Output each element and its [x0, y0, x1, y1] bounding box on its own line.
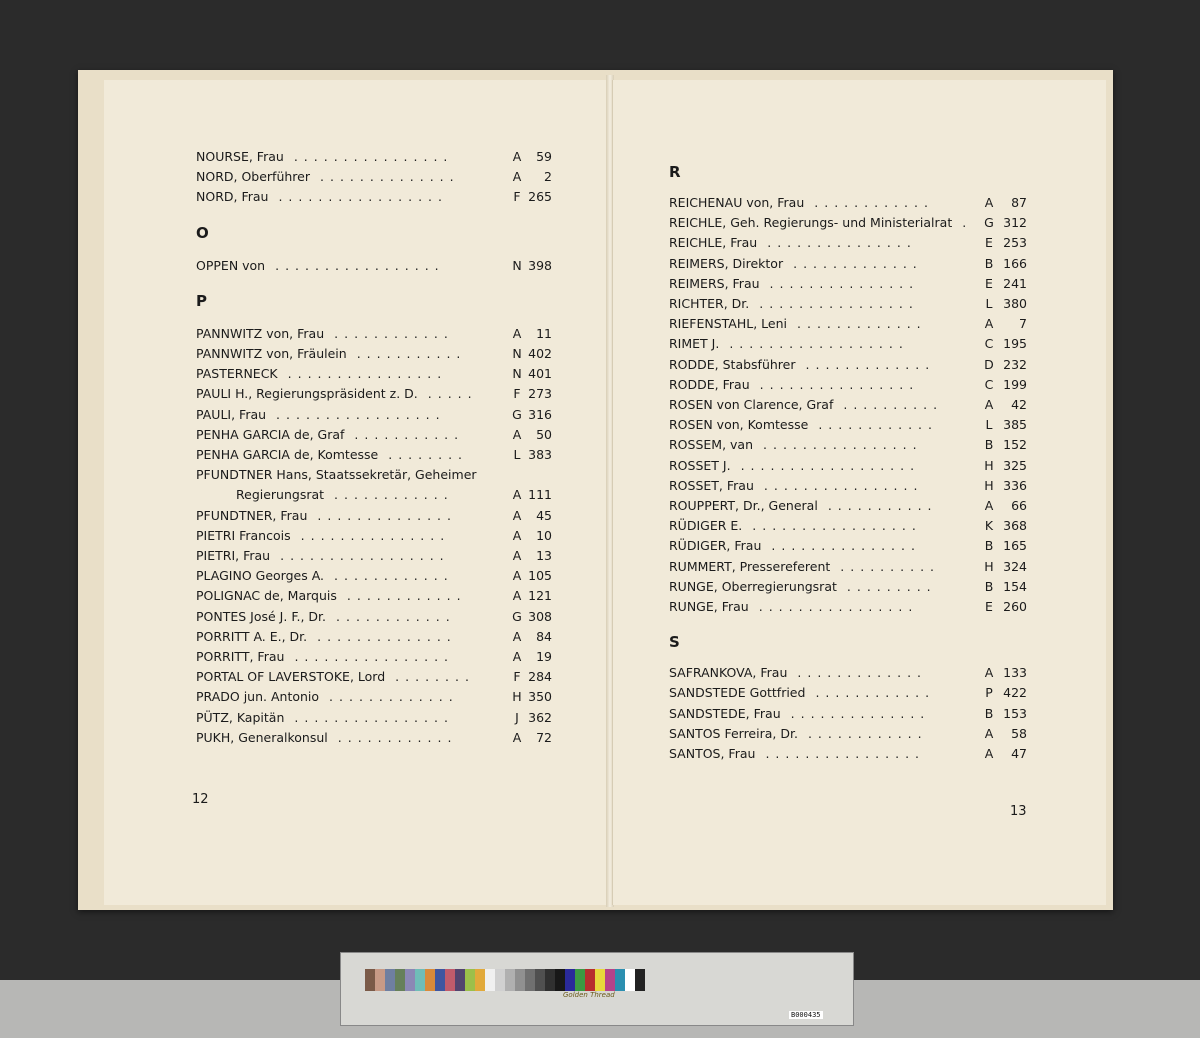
index-entry: [196, 506, 552, 526]
index-entry: [669, 233, 1027, 253]
entry-seat-number: 165: [1003, 538, 1027, 554]
entry-seat-number: 308: [528, 608, 552, 624]
entry-seat-number: 422: [1003, 685, 1027, 701]
entry-table-letter: B: [984, 705, 994, 721]
color-swatch: [585, 969, 595, 991]
dot-leader: ...........: [354, 426, 465, 442]
dot-leader: ...............: [769, 275, 920, 291]
color-swatch: [515, 969, 525, 991]
dot-leader: ............: [815, 685, 936, 701]
left-index-list: [104, 80, 609, 905]
entry-seat-number: 380: [1003, 296, 1027, 311]
entry-table-letter: K: [984, 518, 994, 534]
dot-leader: .............: [805, 356, 936, 372]
entry-seat-number: 13: [536, 548, 552, 563]
entry-name: PUKH, Generalkonsul: [196, 729, 328, 745]
index-entry: [669, 294, 1027, 314]
entry-table-letter: B: [984, 437, 994, 453]
dot-leader: ............: [334, 325, 454, 341]
entry-table-letter: A: [984, 316, 994, 332]
index-entry: [669, 355, 1027, 375]
entry-seat-number: 121: [528, 588, 552, 604]
entry-seat-number: 72: [536, 729, 552, 745]
entry-name: PENHA GARCIA de, Komtesse: [196, 447, 379, 462]
dot-leader: ................: [758, 599, 919, 614]
dot-leader: ...............: [300, 527, 451, 543]
entry-table-letter: B: [984, 255, 994, 271]
entry-name: Regierungsrat: [236, 487, 325, 503]
entry-seat-number: 368: [1003, 518, 1027, 534]
color-swatch: [575, 969, 585, 991]
dot-leader: ................: [763, 437, 923, 453]
index-entry: [196, 324, 552, 344]
entry-name: PAULI, Frau: [196, 406, 267, 422]
entry-table-letter: F: [513, 386, 521, 402]
index-entry: [669, 314, 1027, 334]
entry-table-letter: H: [984, 477, 994, 493]
index-entry: [196, 445, 552, 465]
color-swatch: [505, 969, 515, 991]
entry-name: RODDE, Stabsführer: [669, 356, 796, 372]
entry-name: PFUNDTNER, Frau: [196, 507, 308, 523]
entry-table-letter: E: [985, 275, 993, 291]
entry-name: PORRITT, Frau: [196, 649, 285, 664]
dot-leader: ..........: [840, 558, 941, 574]
entry-seat-number: 398: [528, 257, 552, 273]
dot-leader: ........: [395, 669, 475, 685]
entry-name: ROSEN von Clarence, Graf: [669, 397, 834, 412]
color-swatch: [375, 969, 385, 991]
entry-table-letter: A: [512, 568, 522, 584]
entry-table-letter: A: [512, 527, 522, 543]
color-swatch: [615, 969, 625, 991]
color-swatch: [525, 969, 535, 991]
entry-table-letter: G: [984, 215, 994, 231]
index-entry: [196, 405, 552, 425]
dot-leader: .............: [797, 316, 927, 332]
entry-seat-number: 284: [528, 669, 552, 685]
index-entry: [669, 435, 1027, 455]
entry-table-letter: L: [985, 296, 993, 311]
entry-name: SANDSTEDE Gottfried: [669, 685, 806, 701]
entry-table-letter: C: [984, 376, 994, 392]
entry-name: NOURSE, Frau: [196, 149, 284, 164]
entry-seat-number: 260: [1003, 599, 1027, 614]
color-swatch: [435, 969, 445, 991]
entry-table-letter: P: [985, 685, 993, 701]
dot-leader: ................: [294, 709, 454, 725]
dot-leader: ................: [293, 149, 454, 164]
dot-leader: ................: [759, 376, 920, 392]
entry-table-letter: F: [513, 189, 521, 205]
entry-name: SANTOS Ferreira, Dr.: [669, 725, 798, 741]
entry-name: PÜTZ, Kapitän: [196, 709, 285, 725]
dot-leader: ..................: [729, 336, 909, 352]
index-entry: [196, 425, 552, 445]
entry-table-letter: A: [512, 588, 522, 604]
color-swatch: [485, 969, 495, 991]
entry-table-letter: H: [984, 457, 994, 473]
entry-name: REIMERS, Frau: [669, 275, 760, 291]
entry-seat-number: 336: [1003, 477, 1027, 493]
entry-seat-number: 316: [528, 406, 552, 422]
entry-name: SANDSTEDE, Frau: [669, 705, 781, 721]
entry-seat-number: 58: [1011, 725, 1027, 741]
card-label: Golden Thread: [563, 991, 615, 999]
dot-leader: .....: [427, 386, 478, 402]
entry-table-letter: J: [515, 709, 519, 725]
color-swatch: [455, 969, 465, 991]
dot-leader: ..............: [317, 628, 457, 644]
entry-seat-number: 105: [528, 568, 552, 584]
dot-leader: .................: [275, 257, 445, 273]
color-swatch: [405, 969, 415, 991]
color-swatch: [605, 969, 615, 991]
index-entry: [669, 577, 1027, 597]
entry-seat-number: 265: [528, 189, 552, 205]
dot-leader: ..........: [843, 397, 944, 412]
section-heading: O: [196, 223, 209, 242]
entry-table-letter: B: [984, 538, 994, 554]
entry-name: SAFRANKOVA, Frau: [669, 665, 788, 681]
entry-seat-number: 66: [1011, 498, 1027, 513]
entry-name: PIETRI, Frau: [196, 548, 271, 563]
entry-seat-number: 7: [1019, 316, 1027, 332]
entry-name: RICHTER, Dr.: [669, 296, 750, 311]
entry-name: PONTES José J. F., Dr.: [196, 608, 327, 624]
card-serial: B000435: [791, 1011, 821, 1019]
entry-table-letter: N: [512, 346, 522, 361]
entry-table-letter: A: [512, 548, 522, 563]
index-entry: [669, 516, 1027, 536]
entry-seat-number: 19: [536, 649, 552, 664]
dot-leader: ............: [334, 568, 454, 584]
entry-seat-number: 166: [1003, 255, 1027, 271]
entry-table-letter: C: [984, 336, 994, 352]
index-entry: [196, 546, 552, 566]
entry-name: ROSSEM, van: [669, 437, 754, 453]
entry-table-letter: G: [512, 608, 522, 624]
entry-table-letter: F: [513, 669, 521, 685]
entry-table-letter: A: [984, 725, 994, 741]
entry-seat-number: 87: [1011, 195, 1027, 210]
entry-name: PIETRI Francois: [196, 527, 291, 543]
color-swatch: [465, 969, 475, 991]
index-entry: [669, 557, 1027, 577]
dot-leader: ..................: [740, 457, 921, 473]
dot-leader: ...............: [767, 235, 917, 251]
right-page: [612, 80, 1106, 905]
dot-leader: ............: [337, 729, 458, 745]
color-swatch: [445, 969, 455, 991]
section-heading: P: [196, 291, 207, 310]
entry-seat-number: 385: [1003, 417, 1027, 433]
dot-leader: .................: [280, 548, 450, 563]
dot-leader: ................: [763, 477, 924, 493]
entry-table-letter: E: [985, 599, 993, 614]
color-swatch: [545, 969, 555, 991]
color-swatch: [625, 969, 635, 991]
entry-name: OPPEN von: [196, 257, 266, 273]
entry-seat-number: 312: [1003, 215, 1027, 231]
dot-leader: ............: [814, 195, 934, 210]
dot-leader: ..............: [317, 507, 458, 523]
entry-table-letter: B: [984, 578, 994, 594]
dot-leader: ............: [336, 608, 456, 624]
dot-leader: .............: [797, 665, 928, 681]
color-swatch: [365, 969, 375, 991]
index-entry: [196, 147, 552, 167]
entry-table-letter: A: [512, 729, 522, 745]
dot-leader: .: [962, 215, 973, 231]
index-entry: [669, 375, 1027, 395]
entry-table-letter: G: [512, 406, 522, 422]
index-entry: [236, 485, 592, 505]
entry-name: REICHENAU von, Frau: [669, 195, 805, 210]
entry-seat-number: 195: [1003, 336, 1027, 352]
color-swatch: [395, 969, 405, 991]
index-entry: [196, 627, 552, 647]
dot-leader: ............: [346, 588, 467, 604]
dot-leader: ................: [294, 649, 455, 664]
entry-seat-number: 350: [528, 689, 552, 705]
entry-name: PAULI H., Regierungspräsident z. D.: [196, 386, 418, 402]
entry-seat-number: 42: [1011, 397, 1027, 412]
entry-table-letter: A: [512, 426, 522, 442]
index-entry: [669, 476, 1027, 496]
dot-leader: .............: [329, 689, 459, 705]
index-entry: [196, 384, 552, 404]
dot-leader: .................: [276, 406, 446, 422]
entry-name: PORTAL OF LAVERSTOKE, Lord: [196, 669, 386, 685]
index-entry: [669, 415, 1027, 435]
index-entry: [196, 566, 552, 586]
entry-seat-number: 133: [1003, 665, 1027, 681]
dot-leader: ............: [818, 417, 938, 433]
entry-seat-number: 84: [536, 628, 552, 644]
entry-seat-number: 10: [536, 527, 552, 543]
dot-leader: ............: [807, 725, 928, 741]
entry-seat-number: 153: [1003, 705, 1027, 721]
entry-seat-number: 11: [536, 325, 552, 341]
color-swatch: [495, 969, 505, 991]
entry-table-letter: A: [984, 195, 994, 210]
entry-seat-number: 383: [528, 447, 552, 462]
entry-name: SANTOS, Frau: [669, 746, 756, 761]
color-swatch: [535, 969, 545, 991]
entry-name: PANNWITZ von, Fräulein: [196, 346, 347, 361]
entry-seat-number: 199: [1003, 376, 1027, 392]
entry-name: PANNWITZ von, Frau: [196, 325, 325, 341]
entry-seat-number: 241: [1003, 275, 1027, 291]
entry-table-letter: A: [984, 665, 994, 681]
color-swatch: [425, 969, 435, 991]
entry-seat-number: 2: [544, 169, 552, 185]
color-swatch: [415, 969, 425, 991]
color-swatch: [385, 969, 395, 991]
dot-leader: .................: [278, 189, 449, 205]
index-entry: [669, 456, 1027, 476]
dot-leader: ...........: [827, 498, 938, 513]
index-entry: [196, 526, 552, 546]
entry-table-letter: H: [984, 558, 994, 574]
entry-seat-number: 154: [1003, 578, 1027, 594]
index-entry: [196, 167, 552, 187]
entry-table-letter: A: [512, 487, 522, 503]
index-entry: [669, 704, 1027, 724]
index-entry: [196, 647, 552, 667]
color-swatch: [475, 969, 485, 991]
index-entry: [196, 687, 552, 707]
color-swatch: [595, 969, 605, 991]
entry-table-letter: L: [513, 447, 521, 462]
entry-name: PORRITT A. E., Dr.: [196, 628, 308, 644]
index-entry: [669, 395, 1027, 415]
index-entry: [196, 667, 552, 687]
entry-table-letter: A: [512, 628, 522, 644]
entry-seat-number: 59: [536, 149, 552, 164]
index-entry: [196, 607, 552, 627]
entry-table-letter: N: [512, 257, 522, 273]
entry-seat-number: 273: [528, 386, 552, 402]
entry-name: RODDE, Frau: [669, 376, 750, 392]
entry-name: PFUNDTNER Hans, Staatssekretär, Geheimer: [196, 467, 477, 483]
entry-seat-number: 324: [1003, 558, 1027, 574]
entry-name: ROUPPERT, Dr., General: [669, 498, 818, 513]
entry-name: RUNGE, Frau: [669, 599, 749, 614]
entry-seat-number: 362: [528, 709, 552, 725]
dot-leader: ................: [287, 366, 448, 382]
color-calibration-card: [340, 952, 854, 1026]
entry-name: PENHA GARCIA de, Graf: [196, 426, 345, 442]
entry-table-letter: A: [512, 149, 522, 164]
entry-seat-number: 253: [1003, 235, 1027, 251]
entry-table-letter: A: [984, 746, 994, 761]
entry-seat-number: 47: [1011, 746, 1027, 761]
entry-table-letter: N: [512, 366, 522, 382]
entry-name: REIMERS, Direktor: [669, 255, 784, 271]
dot-leader: ..............: [320, 169, 460, 185]
entry-table-letter: H: [512, 689, 522, 705]
entry-name: REICHLE, Frau: [669, 235, 758, 251]
left-page: [104, 80, 610, 905]
index-entry: [669, 597, 1027, 617]
entry-table-letter: D: [984, 356, 994, 372]
entry-name: PRADO jun. Antonio: [196, 689, 320, 705]
color-swatch: [565, 969, 575, 991]
dot-leader: .................: [752, 518, 922, 534]
index-entry: [196, 364, 552, 384]
color-swatch: [555, 969, 565, 991]
right-index-list: [613, 80, 1106, 905]
entry-name: NORD, Oberführer: [196, 169, 310, 185]
index-entry: [196, 187, 552, 207]
index-entry: [669, 334, 1027, 354]
entry-table-letter: L: [985, 417, 993, 433]
entry-seat-number: 152: [1003, 437, 1027, 453]
entry-name: RIMET J.: [669, 336, 720, 352]
section-heading: S: [669, 633, 680, 652]
section-heading: R: [669, 163, 681, 181]
dot-leader: ...........: [356, 346, 467, 361]
entry-seat-number: 50: [536, 426, 552, 442]
dot-leader: ..............: [790, 705, 931, 721]
dot-leader: .............: [793, 255, 923, 271]
color-swatch: [635, 969, 645, 991]
color-swatches: [365, 969, 645, 991]
index-entry: [196, 586, 552, 606]
entry-name: RUNGE, Oberregierungsrat: [669, 578, 837, 594]
entry-name: RIEFENSTAHL, Leni: [669, 316, 787, 332]
index-entry: [196, 708, 552, 728]
entry-table-letter: A: [512, 169, 522, 185]
index-entry: [669, 213, 1027, 233]
entry-seat-number: 401: [528, 366, 552, 382]
entry-seat-number: 111: [528, 487, 552, 503]
entry-table-letter: A: [512, 325, 522, 341]
index-entry: [669, 193, 1027, 213]
entry-name: ROSSET J.: [669, 457, 731, 473]
dot-leader: ............: [334, 487, 454, 503]
dot-leader: ...............: [771, 538, 921, 554]
entry-table-letter: A: [512, 649, 522, 664]
entry-name: REICHLE, Geh. Regierungs- und Ministerialrat: [669, 215, 953, 231]
dot-leader: ........: [388, 447, 469, 462]
entry-name: RÜDIGER E.: [669, 518, 743, 534]
entry-seat-number: 325: [1003, 457, 1027, 473]
entry-seat-number: 232: [1003, 356, 1027, 372]
entry-name: ROSEN von, Komtesse: [669, 417, 809, 433]
entry-seat-number: 45: [536, 507, 552, 523]
entry-name: RUMMERT, Pressereferent: [669, 558, 831, 574]
index-entry: [196, 256, 552, 276]
index-entry: [669, 724, 1027, 744]
index-entry: [669, 744, 1027, 764]
index-entry: [669, 663, 1027, 683]
entry-table-letter: E: [985, 235, 993, 251]
entry-name: ROSSET, Frau: [669, 477, 754, 493]
entry-name: NORD, Frau: [196, 189, 269, 205]
index-entry: [669, 274, 1027, 294]
entry-table-letter: A: [984, 397, 994, 412]
dot-leader: ................: [765, 746, 926, 761]
entry-table-letter: A: [512, 507, 522, 523]
index-entry: [669, 496, 1027, 516]
entry-table-letter: A: [984, 498, 994, 513]
entry-name: POLIGNAC de, Marquis: [196, 588, 337, 604]
index-entry: [196, 465, 552, 485]
entry-name: PLAGINO Georges A.: [196, 568, 325, 584]
page-number-right: 13: [1010, 804, 1027, 819]
dot-leader: .........: [846, 578, 937, 594]
entry-seat-number: 402: [528, 346, 552, 361]
dot-leader: ................: [759, 296, 919, 311]
index-entry: [669, 254, 1027, 274]
page-number-left: 12: [192, 792, 209, 807]
entry-name: PASTERNECK: [196, 366, 278, 382]
index-entry: [196, 728, 552, 748]
entry-name: RÜDIGER, Frau: [669, 538, 762, 554]
index-entry: [669, 536, 1027, 556]
index-entry: [196, 344, 552, 364]
index-entry: [669, 683, 1027, 703]
